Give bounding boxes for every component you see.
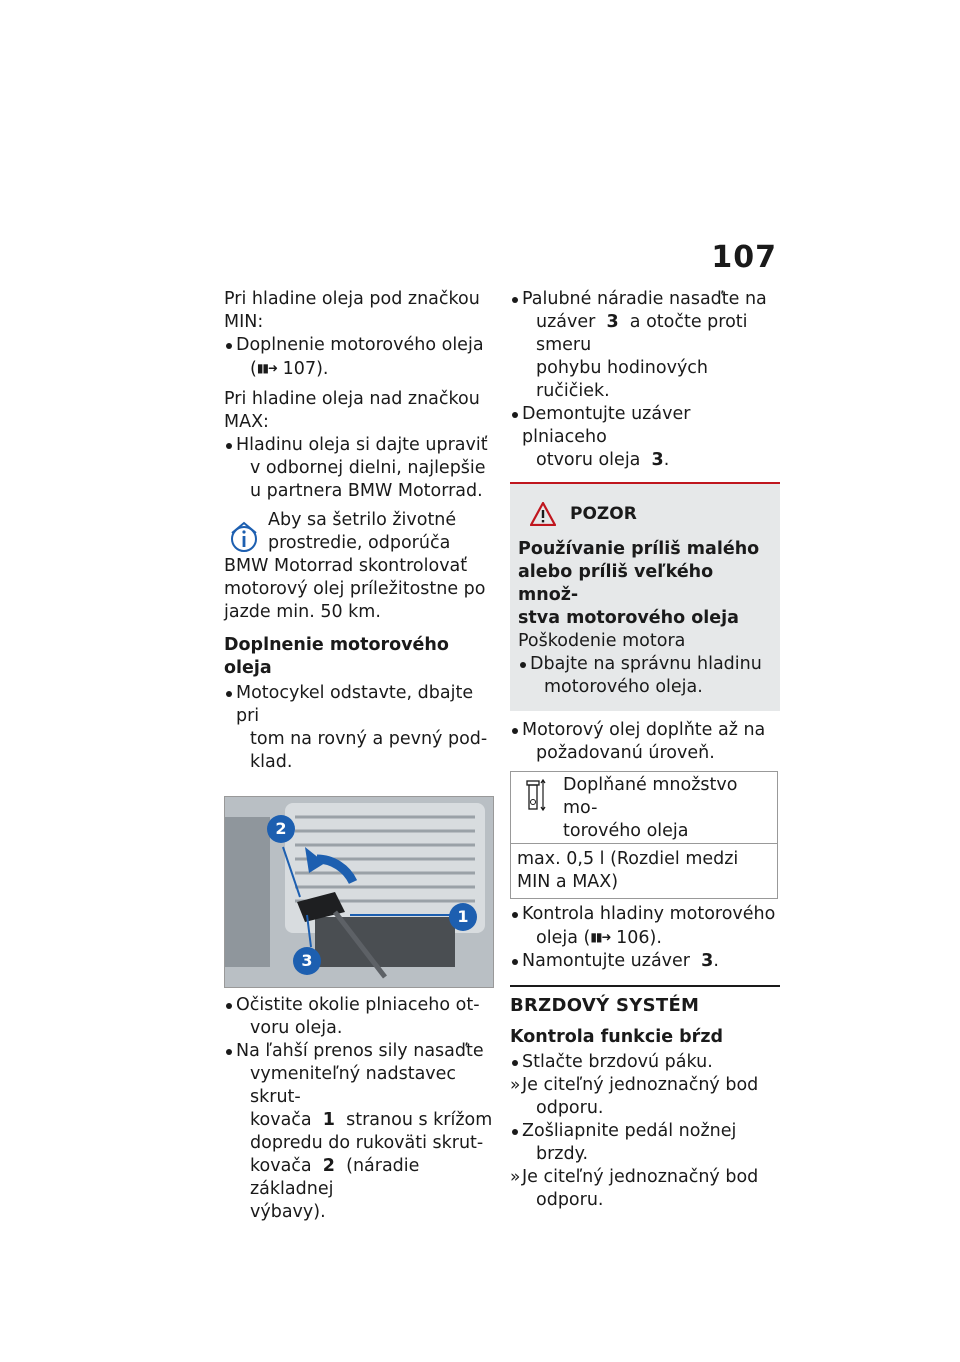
oil-can-icon (525, 778, 547, 812)
warning-triangle-icon (530, 502, 556, 526)
engine-illustration (225, 797, 493, 987)
list-item: Kontrola hladiny motorového oleja (▮▮➜ 106). (510, 903, 780, 950)
spec-value: max. 0,5 l (Rozdiel medzi (517, 849, 739, 869)
list-item: Doplnenie motorového oleja (▮▮➜ 107). (224, 334, 494, 381)
info-icon (224, 515, 264, 555)
list-item: Palubné náradie nasaďte na uzáver 3 a otočte proti smeru pohybu hodinových ručičiek. (510, 288, 780, 403)
list-item: Namontujte uzáver 3. (510, 950, 780, 973)
page-link[interactable]: 107). (282, 359, 329, 379)
warning-title: Používanie príliš malého (518, 539, 760, 559)
section-heading: Doplnenie motorového oleja (224, 635, 449, 678)
list-item: Na ľahší prenos sily nasaďte vymeniteľný nadstavec skrut- kovača 1 stranou s krížom dopredu do rukoväti skrut- kovača 2 (náradie základnej výbavy). (224, 1040, 494, 1224)
warning-label: POZOR (570, 504, 637, 524)
paragraph-above-max: Pri hladine oleja nad značkou MAX: (224, 389, 480, 432)
list-item: Hladinu oleja si dajte upraviť v odbornej dielni, najlepšie u partnera BMW Motorrad. (224, 434, 494, 503)
result-item: » Je citeľný jednoznačný bod odporu. (510, 1074, 780, 1120)
result-item: » Je citeľný jednoznačný bod odporu. (510, 1166, 780, 1212)
list-item: Demontujte uzáver plniaceho otvoru oleja 3. (510, 403, 780, 472)
list-item: Motocykel odstavte, dbajte pri tom na rovný a pevný pod- klad. (224, 682, 494, 774)
left-column (224, 288, 494, 1224)
right-column (510, 288, 780, 1212)
spec-label: Doplňané množstvo mo- (563, 775, 738, 818)
oil-quantity-spec: Doplňané množstvo mo- torového oleja max. 0,5 l (Rozdiel medzi MIN a MAX) (510, 771, 778, 899)
subsection-heading: Kontrola funkcie bŕzd (510, 1027, 724, 1047)
page-link[interactable]: 106). (616, 928, 662, 948)
callout-3: 3 (293, 947, 321, 975)
reference-arrow-icon: ▮▮➜ (256, 361, 278, 375)
list-item: Očistite okolie plniaceho ot- voru oleja. (224, 994, 494, 1040)
callout-2: 2 (267, 815, 295, 843)
page-number: 107 (711, 240, 777, 275)
engine-photo (224, 796, 494, 988)
section-title: BRZDOVÝ SYSTÉM (510, 995, 700, 1016)
reference-arrow-icon: ▮▮➜ (590, 930, 611, 944)
section-divider (510, 985, 780, 1212)
list-item: Motorový olej doplňte až na požadovanú úroveň. (510, 719, 780, 765)
list-item: Dbajte na správnu hladinu motorového oleja. (518, 653, 772, 699)
list-item: Stlačte brzdovú páku. (510, 1051, 780, 1074)
warning-consequence: Poškodenie motora (518, 631, 686, 651)
callout-1: 1 (449, 903, 477, 931)
warning-box: POZOR Používanie príliš malého alebo príliš veľkého množ- stva motorového oleja Poškodenie motora Dbajte na správnu hladinu motorového oleja. (510, 482, 780, 711)
paragraph-below-min: Pri hladine oleja pod značkou MIN: (224, 289, 480, 332)
list-item: Zošliapnite pedál nožnej brzdy. (510, 1120, 780, 1166)
environment-note: Aby sa šetrilo životné prostredie, odporúča BMW Motorrad skontrolovať motorový olej príležitostne po jazde min. 50 km. (224, 510, 486, 622)
